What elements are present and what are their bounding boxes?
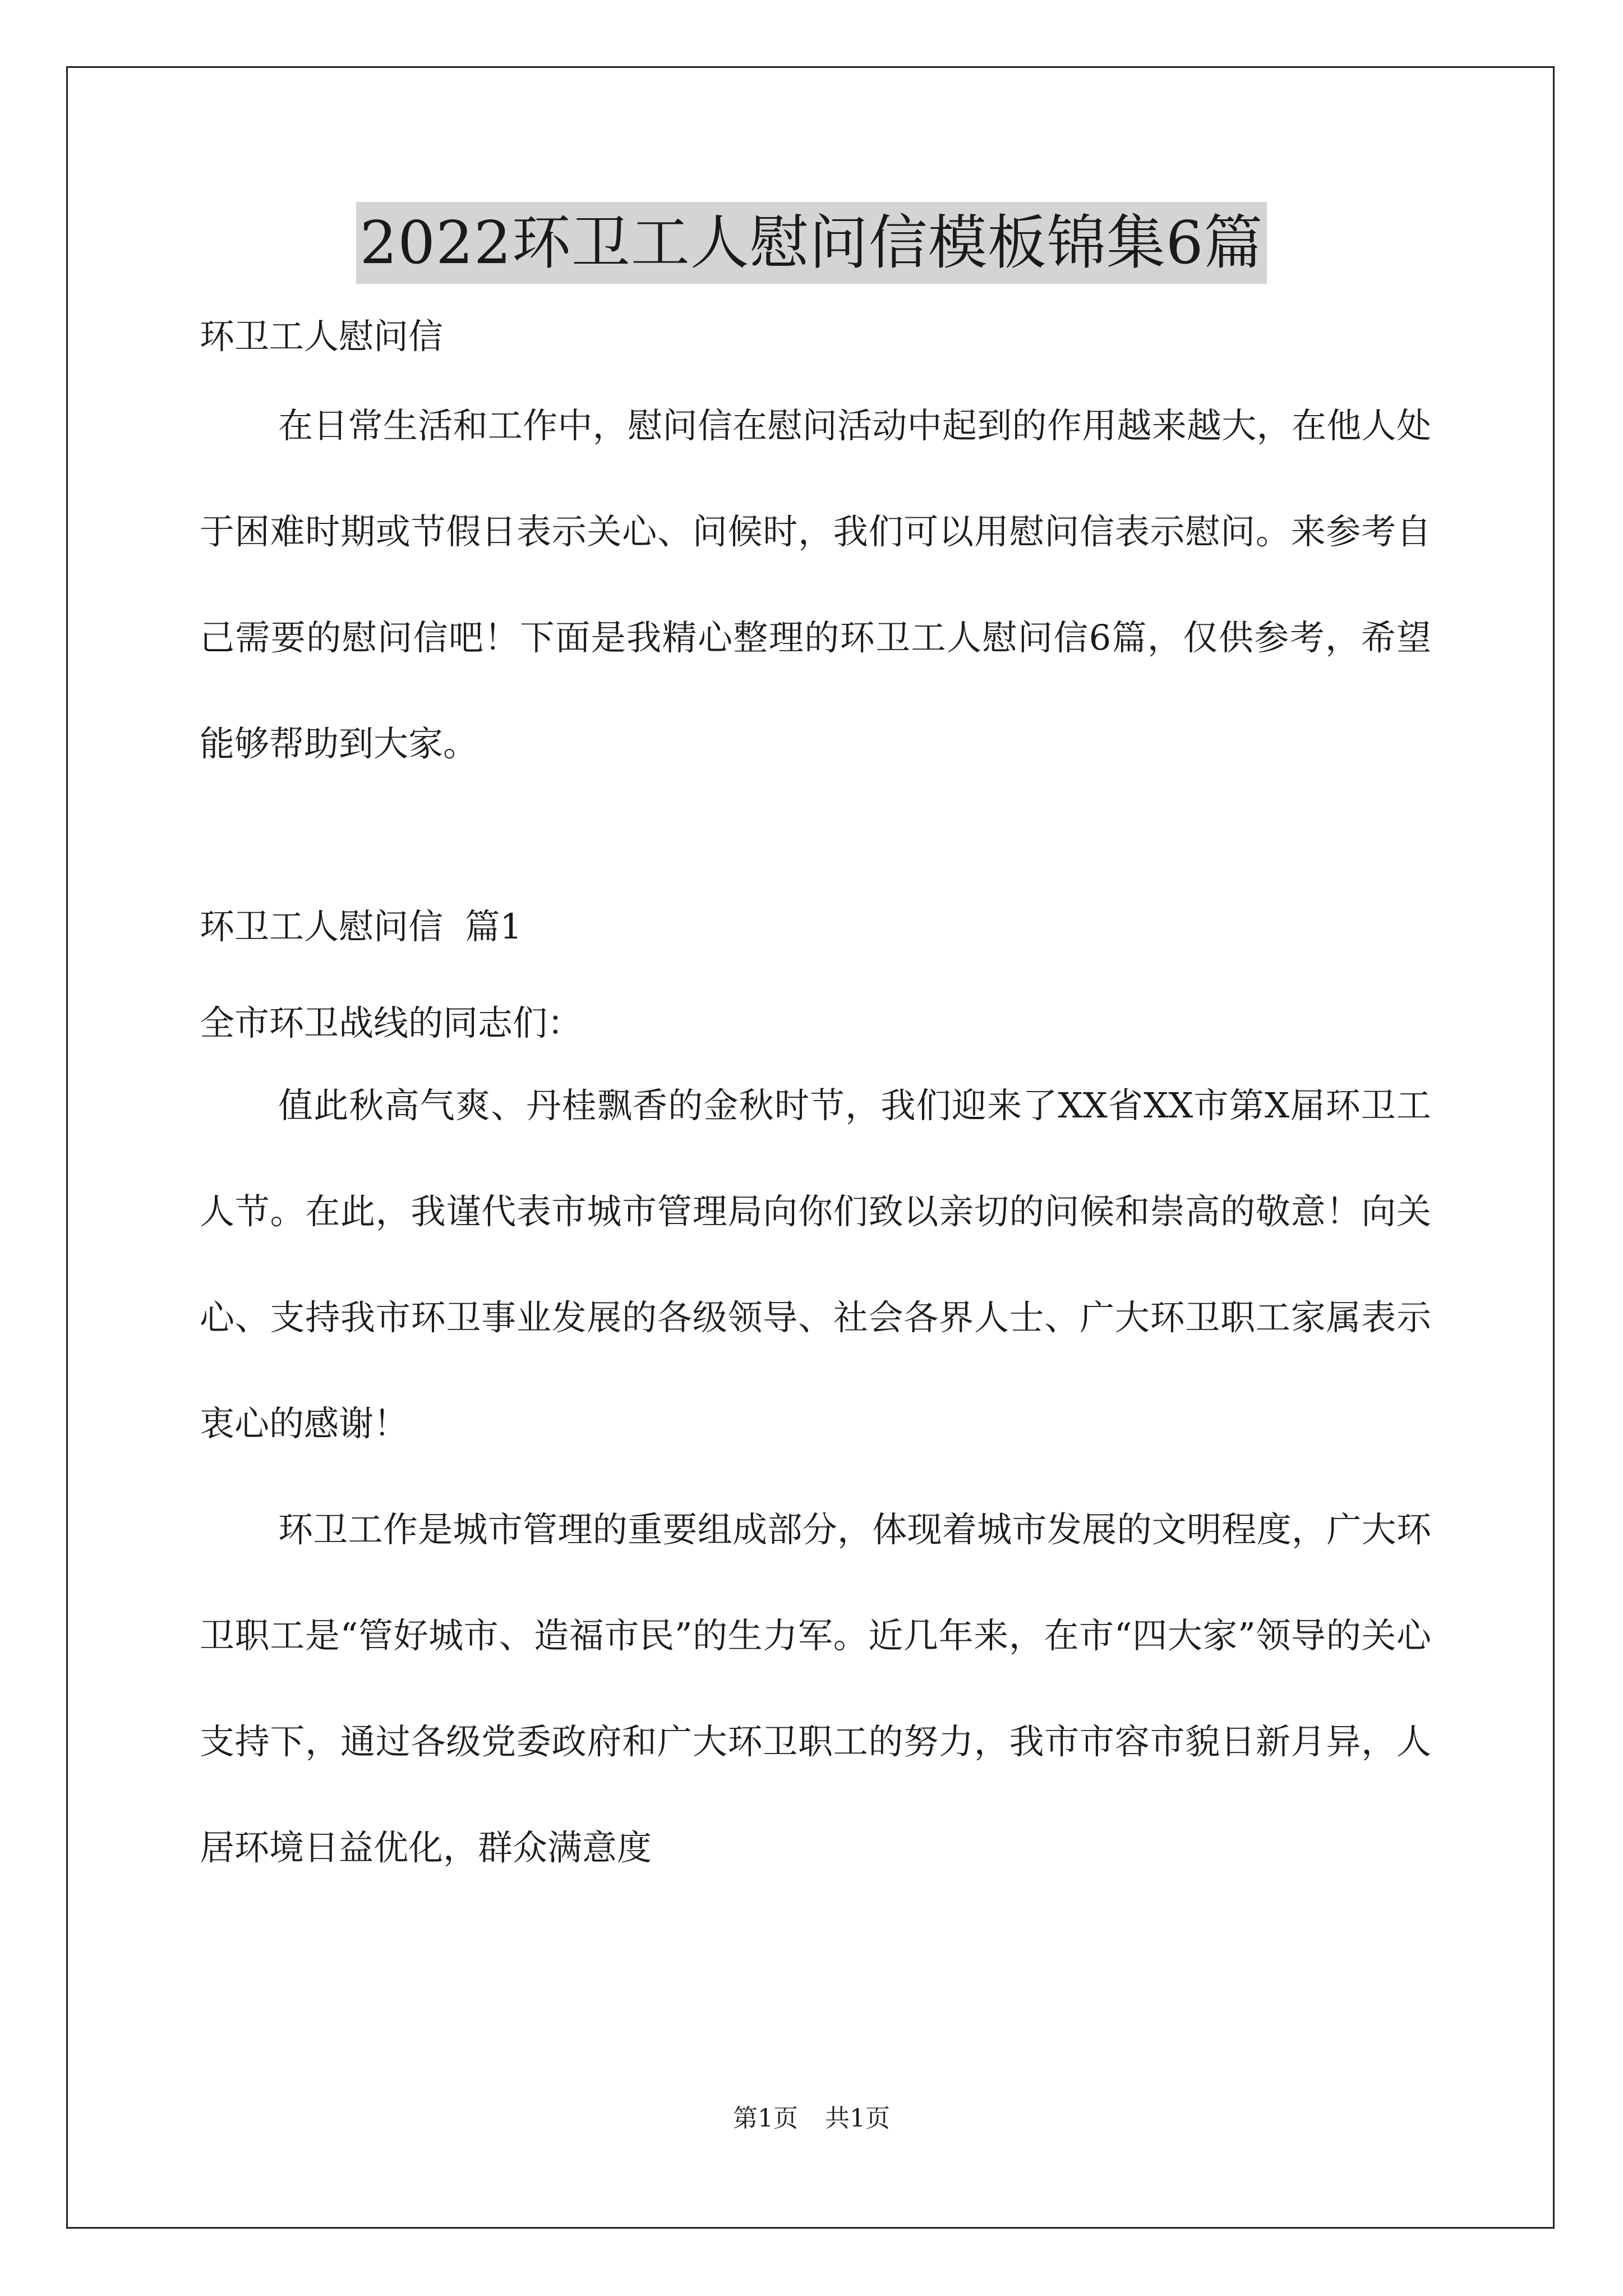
intro-paragraph: 在日常生活和工作中，慰问信在慰问活动中起到的作用越来越大，在他人处于困难时期或节假日表示关心、问候时，我们可以用慰问信表示慰问。来参考自己需要的慰问信吧！下面是我精心整理的环卫工人慰问信6篇，仅供参考，希望能够帮助到大家。: [200, 405, 1431, 764]
page-total: 共1页: [825, 2104, 890, 2133]
salutation: 全市环卫战线的同志们：: [200, 1002, 583, 1043]
page-number: 第1页: [733, 2104, 798, 2133]
body-paragraph-1: 值此秋高气爽、丹桂飘香的金秋时节，我们迎来了XX省XX市第X届环卫工人节。在此，我谨代表市城市管理局向你们致以亲切的问候和崇高的敬意！向关心、支持我市环卫事业发展的各级领导、社会各界人士、广大环卫职工家属表示衷心的感谢！: [200, 1085, 1431, 1444]
document-title: 2022环卫工人慰问信模板锦集6篇: [356, 202, 1266, 284]
intro-heading: 环卫工人慰问信: [200, 316, 444, 357]
document-title-container: [0, 202, 1623, 284]
page-footer: [0, 2102, 1623, 2136]
body-paragraph-2: 环卫工作是城市管理的重要组成部分，体现着城市发展的文明程度，广大环卫职工是“管好城市、造福市民”的生力军。近几年来，在市“四大家”领导的关心支持下，通过各级党委政府和广大环卫职工的努力，我市市容市貌日新月异，人居环境日益优化，群众满意度: [200, 1509, 1431, 1868]
document-body: [200, 314, 1431, 1901]
section-heading: 环卫工人慰问信 篇1: [200, 906, 522, 947]
